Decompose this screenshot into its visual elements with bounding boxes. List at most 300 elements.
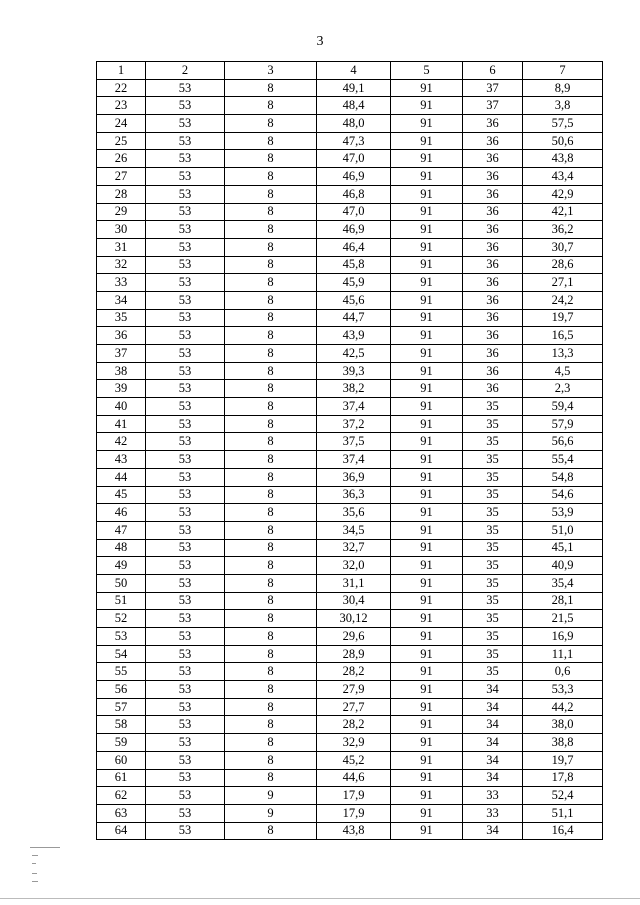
table-cell: 8 — [225, 610, 317, 628]
table-cell: 35 — [463, 557, 523, 575]
table-cell: 45,1 — [523, 539, 603, 557]
table-cell: 8 — [225, 592, 317, 610]
column-header: 5 — [391, 62, 463, 80]
table-row — [97, 521, 603, 539]
table-cell: 43,9 — [317, 327, 391, 345]
table-cell: 45,8 — [317, 256, 391, 274]
table-cell: 91 — [391, 698, 463, 716]
table-cell: 91 — [391, 787, 463, 805]
table-cell: 8 — [225, 468, 317, 486]
table-cell: 49,1 — [317, 79, 391, 97]
table-cell: 39,3 — [317, 362, 391, 380]
table-cell: 8 — [225, 769, 317, 787]
table-row — [97, 274, 603, 292]
table-cell: 53 — [146, 398, 225, 416]
table-cell: 40 — [97, 398, 146, 416]
table-cell: 8 — [225, 256, 317, 274]
table-row — [97, 451, 603, 469]
table-cell: 52 — [97, 610, 146, 628]
table-row — [97, 115, 603, 133]
table-cell: 53 — [146, 610, 225, 628]
table-cell: 33 — [97, 274, 146, 292]
table-cell: 8 — [225, 185, 317, 203]
table-cell: 8 — [225, 574, 317, 592]
table-cell: 39 — [97, 380, 146, 398]
table-cell: 35 — [463, 521, 523, 539]
table-cell: 53 — [146, 628, 225, 646]
table-cell: 30,12 — [317, 610, 391, 628]
table-cell: 44,6 — [317, 769, 391, 787]
table-row — [97, 663, 603, 681]
table-cell: 42 — [97, 433, 146, 451]
table-cell: 53 — [146, 504, 225, 522]
table-cell: 8 — [225, 451, 317, 469]
table-cell: 3,8 — [523, 97, 603, 115]
table-cell: 53 — [146, 309, 225, 327]
table-cell: 37 — [97, 345, 146, 363]
coordinates-table — [96, 61, 603, 840]
table-cell: 34 — [463, 734, 523, 752]
table-cell: 25 — [97, 132, 146, 150]
table-row — [97, 645, 603, 663]
page-bottom-edge — [0, 898, 640, 899]
table-cell: 53 — [146, 168, 225, 186]
table-cell: 44,7 — [317, 309, 391, 327]
table-cell: 28 — [97, 185, 146, 203]
table-row — [97, 822, 603, 840]
table-cell: 37,2 — [317, 415, 391, 433]
table-cell: 8 — [225, 645, 317, 663]
table-row — [97, 309, 603, 327]
table-cell: 91 — [391, 415, 463, 433]
column-header: 3 — [225, 62, 317, 80]
table-cell: 8 — [225, 274, 317, 292]
table-cell: 91 — [391, 663, 463, 681]
table-cell: 44 — [97, 468, 146, 486]
table-cell: 34 — [463, 681, 523, 699]
table-cell: 91 — [391, 380, 463, 398]
table-cell: 8 — [225, 150, 317, 168]
table-cell: 35,4 — [523, 574, 603, 592]
table-row — [97, 221, 603, 239]
table-cell: 61 — [97, 769, 146, 787]
table-cell: 91 — [391, 327, 463, 345]
table-cell: 11,1 — [523, 645, 603, 663]
table-cell: 13,3 — [523, 345, 603, 363]
table-cell: 36 — [463, 238, 523, 256]
table-cell: 4,5 — [523, 362, 603, 380]
table-cell: 28,9 — [317, 645, 391, 663]
table-cell: 8 — [225, 521, 317, 539]
table-row — [97, 610, 603, 628]
table-cell: 46,4 — [317, 238, 391, 256]
table-cell: 53 — [146, 822, 225, 840]
table-cell: 91 — [391, 610, 463, 628]
table-cell: 36 — [463, 309, 523, 327]
table-cell: 53 — [146, 769, 225, 787]
table-cell: 34 — [463, 769, 523, 787]
table-row — [97, 150, 603, 168]
table-cell: 53 — [146, 79, 225, 97]
table-cell: 36 — [463, 291, 523, 309]
table-cell: 36 — [463, 345, 523, 363]
table-cell: 32 — [97, 256, 146, 274]
table-row — [97, 734, 603, 752]
table-cell: 2,3 — [523, 380, 603, 398]
table-cell: 91 — [391, 132, 463, 150]
table-cell: 35 — [463, 610, 523, 628]
table-cell: 46,9 — [317, 168, 391, 186]
table-cell: 91 — [391, 221, 463, 239]
table-cell: 27,7 — [317, 698, 391, 716]
table-cell: 53 — [146, 415, 225, 433]
table-cell: 17,9 — [317, 787, 391, 805]
table-cell: 35,6 — [317, 504, 391, 522]
table-cell: 8 — [225, 663, 317, 681]
table-row — [97, 787, 603, 805]
table-cell: 8 — [225, 115, 317, 133]
table-cell: 36 — [463, 274, 523, 292]
table-cell: 43,8 — [317, 822, 391, 840]
table-cell: 29 — [97, 203, 146, 221]
table-cell: 8 — [225, 362, 317, 380]
table-cell: 24,2 — [523, 291, 603, 309]
table-cell: 8 — [225, 751, 317, 769]
table-row — [97, 291, 603, 309]
table-cell: 38 — [97, 362, 146, 380]
table-cell: 42,5 — [317, 345, 391, 363]
table-cell: 91 — [391, 592, 463, 610]
table-row — [97, 751, 603, 769]
table-cell: 34 — [463, 751, 523, 769]
table-cell: 8 — [225, 380, 317, 398]
table-cell: 51 — [97, 592, 146, 610]
table-cell: 32,7 — [317, 539, 391, 557]
table-cell: 91 — [391, 716, 463, 734]
table-cell: 91 — [391, 185, 463, 203]
table-body — [97, 79, 603, 840]
table-cell: 27,9 — [317, 681, 391, 699]
table-cell: 8 — [225, 221, 317, 239]
table-cell: 16,4 — [523, 822, 603, 840]
table-cell: 45 — [97, 486, 146, 504]
table-cell: 35 — [463, 592, 523, 610]
table-cell: 8 — [225, 504, 317, 522]
table-cell: 53 — [146, 787, 225, 805]
table-cell: 8 — [225, 345, 317, 363]
table-cell: 47,0 — [317, 203, 391, 221]
table-cell: 91 — [391, 433, 463, 451]
table-cell: 35 — [463, 645, 523, 663]
column-header: 6 — [463, 62, 523, 80]
table-cell: 35 — [463, 663, 523, 681]
table-cell: 16,5 — [523, 327, 603, 345]
table-cell: 35 — [463, 468, 523, 486]
table-cell: 91 — [391, 804, 463, 822]
table-cell: 36 — [463, 203, 523, 221]
table-cell: 91 — [391, 769, 463, 787]
table-row — [97, 345, 603, 363]
table-cell: 91 — [391, 238, 463, 256]
table-cell: 28,2 — [317, 716, 391, 734]
table-cell: 44,2 — [523, 698, 603, 716]
table-cell: 8 — [225, 716, 317, 734]
table-row — [97, 203, 603, 221]
table-cell: 8 — [225, 291, 317, 309]
table-cell: 36,3 — [317, 486, 391, 504]
table-cell: 46,9 — [317, 221, 391, 239]
table-cell: 55 — [97, 663, 146, 681]
table-cell: 37 — [463, 79, 523, 97]
table-cell: 29,6 — [317, 628, 391, 646]
table-cell: 91 — [391, 309, 463, 327]
table-cell: 35 — [463, 433, 523, 451]
table-cell: 53 — [146, 521, 225, 539]
table-cell: 36 — [463, 185, 523, 203]
table-cell: 91 — [391, 451, 463, 469]
table-cell: 34,5 — [317, 521, 391, 539]
table-cell: 53 — [146, 486, 225, 504]
table-cell: 50 — [97, 574, 146, 592]
table-cell: 91 — [391, 203, 463, 221]
table-cell: 46,8 — [317, 185, 391, 203]
table-cell: 8 — [225, 433, 317, 451]
table-cell: 53 — [146, 380, 225, 398]
table-cell: 53 — [146, 256, 225, 274]
table-cell: 49 — [97, 557, 146, 575]
table-cell: 43 — [97, 451, 146, 469]
table-cell: 34 — [463, 716, 523, 734]
table-cell: 26 — [97, 150, 146, 168]
table-cell: 53 — [146, 132, 225, 150]
table-cell: 53 — [146, 751, 225, 769]
table-cell: 53 — [146, 734, 225, 752]
table-cell: 8 — [225, 628, 317, 646]
table-cell: 91 — [391, 168, 463, 186]
column-header: 4 — [317, 62, 391, 80]
table-cell: 51,0 — [523, 521, 603, 539]
table-cell: 9 — [225, 804, 317, 822]
table-cell: 8 — [225, 539, 317, 557]
table-row — [97, 327, 603, 345]
table-cell: 8 — [225, 557, 317, 575]
table-cell: 37,5 — [317, 433, 391, 451]
table-row — [97, 238, 603, 256]
table-cell: 57 — [97, 698, 146, 716]
table-cell: 53 — [146, 345, 225, 363]
table-cell: 35 — [463, 539, 523, 557]
table-cell: 55,4 — [523, 451, 603, 469]
table-cell: 8 — [225, 168, 317, 186]
table-cell: 31 — [97, 238, 146, 256]
table-cell: 8 — [225, 238, 317, 256]
table-cell: 47,0 — [317, 150, 391, 168]
table-cell: 38,8 — [523, 734, 603, 752]
table-row — [97, 592, 603, 610]
column-header: 1 — [97, 62, 146, 80]
table-cell: 8 — [225, 734, 317, 752]
table-cell: 45,6 — [317, 291, 391, 309]
table-cell: 51,1 — [523, 804, 603, 822]
table-cell: 91 — [391, 274, 463, 292]
table-cell: 45,2 — [317, 751, 391, 769]
table-cell: 24 — [97, 115, 146, 133]
table-cell: 91 — [391, 362, 463, 380]
table-cell: 35 — [97, 309, 146, 327]
table-cell: 8 — [225, 327, 317, 345]
table-cell: 8 — [225, 132, 317, 150]
table-cell: 53 — [146, 433, 225, 451]
table-cell: 91 — [391, 822, 463, 840]
table-cell: 91 — [391, 486, 463, 504]
table-cell: 36 — [463, 150, 523, 168]
table-cell: 91 — [391, 681, 463, 699]
table-cell: 32,0 — [317, 557, 391, 575]
table-cell: 28,2 — [317, 663, 391, 681]
table-cell: 53 — [146, 97, 225, 115]
table-cell: 35 — [463, 451, 523, 469]
table-cell: 60 — [97, 751, 146, 769]
table-cell: 45,9 — [317, 274, 391, 292]
table-cell: 35 — [463, 574, 523, 592]
table-row — [97, 168, 603, 186]
table-cell: 36 — [97, 327, 146, 345]
table-cell: 53 — [146, 698, 225, 716]
column-header: 7 — [523, 62, 603, 80]
table-cell: 91 — [391, 468, 463, 486]
table-cell: 46 — [97, 504, 146, 522]
table-row — [97, 256, 603, 274]
table-cell: 36 — [463, 362, 523, 380]
table-cell: 91 — [391, 557, 463, 575]
table-cell: 8 — [225, 822, 317, 840]
table-cell: 35 — [463, 398, 523, 416]
table-cell: 19,7 — [523, 751, 603, 769]
table-cell: 48 — [97, 539, 146, 557]
table-cell: 91 — [391, 539, 463, 557]
table-cell: 42,9 — [523, 185, 603, 203]
table-cell: 53 — [146, 115, 225, 133]
table-cell: 57,9 — [523, 415, 603, 433]
table-cell: 37,4 — [317, 398, 391, 416]
table-cell: 91 — [391, 256, 463, 274]
table-row — [97, 698, 603, 716]
table-row — [97, 362, 603, 380]
table-cell: 27,1 — [523, 274, 603, 292]
table-cell: 91 — [391, 574, 463, 592]
table-row — [97, 468, 603, 486]
table-cell: 36 — [463, 168, 523, 186]
table-cell: 41 — [97, 415, 146, 433]
table-cell: 42,1 — [523, 203, 603, 221]
table-cell: 16,9 — [523, 628, 603, 646]
table-cell: 32,9 — [317, 734, 391, 752]
table-cell: 8 — [225, 309, 317, 327]
table-cell: 36 — [463, 380, 523, 398]
table-cell: 38,0 — [523, 716, 603, 734]
table-cell: 53 — [146, 663, 225, 681]
table-cell: 36,2 — [523, 221, 603, 239]
table-cell: 8 — [225, 97, 317, 115]
table-cell: 27 — [97, 168, 146, 186]
table-cell: 37 — [463, 97, 523, 115]
table-cell: 91 — [391, 734, 463, 752]
table-row — [97, 79, 603, 97]
table-row — [97, 769, 603, 787]
table-row — [97, 97, 603, 115]
table-cell: 36,9 — [317, 468, 391, 486]
table-cell: 8 — [225, 398, 317, 416]
table-cell: 54,8 — [523, 468, 603, 486]
page-number: 3 — [316, 34, 324, 49]
table-cell: 36 — [463, 256, 523, 274]
table-header-row — [97, 62, 603, 80]
scan-artifact — [30, 845, 70, 890]
table-cell: 52,4 — [523, 787, 603, 805]
table-cell: 48,4 — [317, 97, 391, 115]
table-row — [97, 415, 603, 433]
table-cell: 91 — [391, 97, 463, 115]
table-row — [97, 681, 603, 699]
table-cell: 53 — [146, 185, 225, 203]
table-cell: 28,6 — [523, 256, 603, 274]
table-row — [97, 486, 603, 504]
table-cell: 8,9 — [523, 79, 603, 97]
table-cell: 28,1 — [523, 592, 603, 610]
table-cell: 53,3 — [523, 681, 603, 699]
table-cell: 58 — [97, 716, 146, 734]
table-cell: 59 — [97, 734, 146, 752]
table-cell: 53 — [146, 539, 225, 557]
table-row — [97, 716, 603, 734]
table-cell: 30,4 — [317, 592, 391, 610]
table-cell: 0,6 — [523, 663, 603, 681]
table-cell: 36 — [463, 115, 523, 133]
table-cell: 8 — [225, 681, 317, 699]
table-row — [97, 132, 603, 150]
table-cell: 91 — [391, 751, 463, 769]
table-cell: 31,1 — [317, 574, 391, 592]
column-header: 2 — [146, 62, 225, 80]
table-cell: 34 — [97, 291, 146, 309]
table-cell: 53 — [146, 804, 225, 822]
table-cell: 54 — [97, 645, 146, 663]
table-cell: 30,7 — [523, 238, 603, 256]
table-cell: 17,8 — [523, 769, 603, 787]
table-cell: 53 — [146, 221, 225, 239]
table-cell: 53 — [146, 274, 225, 292]
table-cell: 8 — [225, 203, 317, 221]
table-cell: 36 — [463, 221, 523, 239]
table-cell: 53 — [146, 681, 225, 699]
table-cell: 59,4 — [523, 398, 603, 416]
table-row — [97, 804, 603, 822]
table-cell: 22 — [97, 79, 146, 97]
table-cell: 37,4 — [317, 451, 391, 469]
table-cell: 38,2 — [317, 380, 391, 398]
table-row — [97, 539, 603, 557]
table-cell: 19,7 — [523, 309, 603, 327]
table-cell: 53,9 — [523, 504, 603, 522]
table-cell: 48,0 — [317, 115, 391, 133]
table-cell: 64 — [97, 822, 146, 840]
table-cell: 53 — [146, 557, 225, 575]
table-cell: 91 — [391, 345, 463, 363]
table-cell: 53 — [146, 150, 225, 168]
table-cell: 63 — [97, 804, 146, 822]
table-cell: 34 — [463, 698, 523, 716]
table-cell: 43,8 — [523, 150, 603, 168]
